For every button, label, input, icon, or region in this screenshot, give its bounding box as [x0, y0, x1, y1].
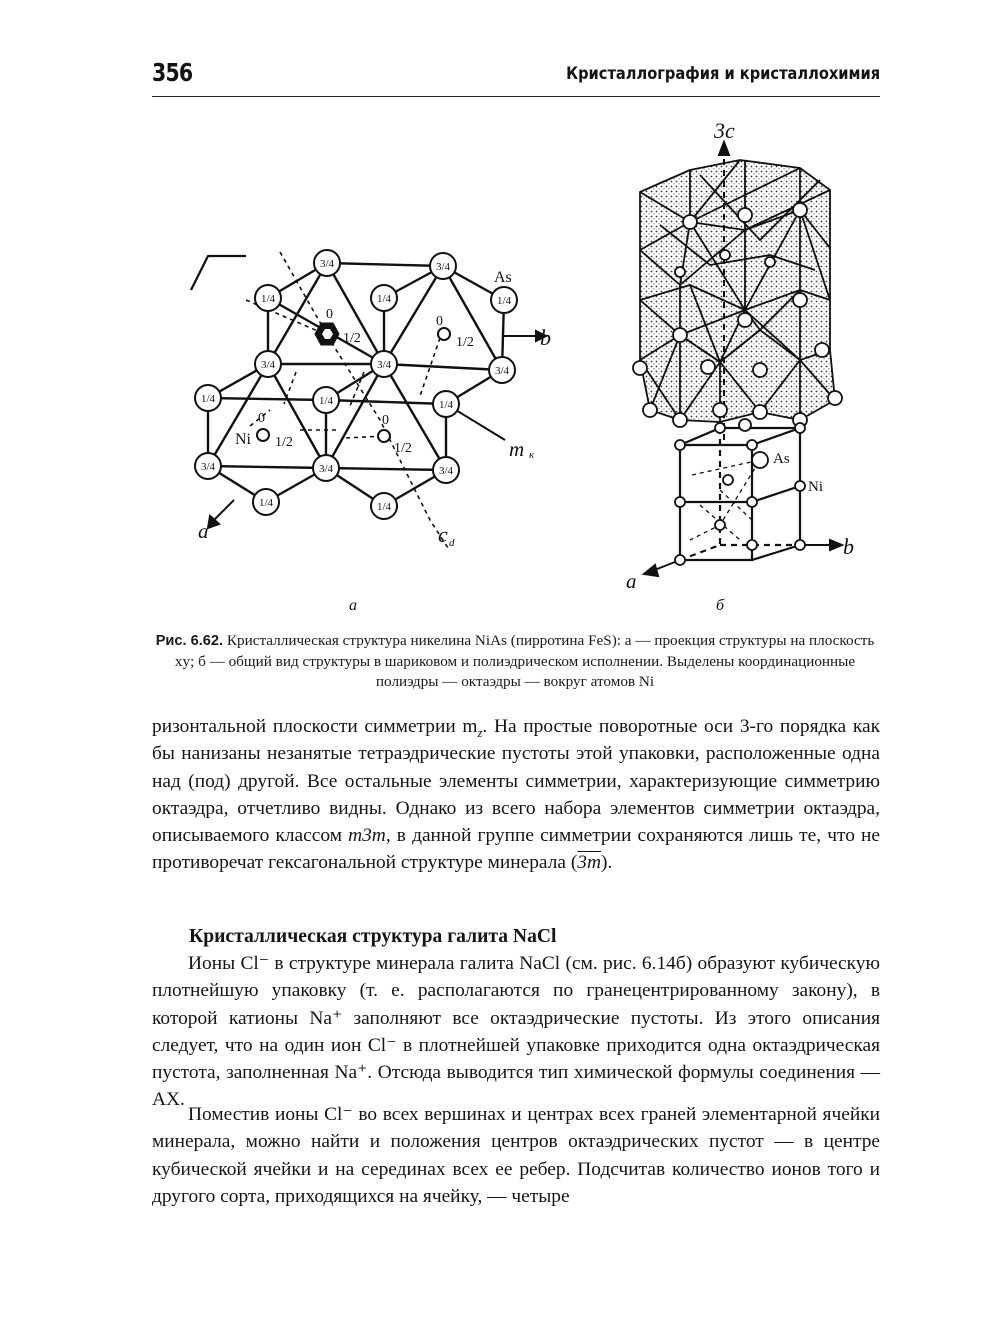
unit-cell — [680, 428, 800, 560]
right-as-label: As — [773, 451, 790, 467]
right-a-axis-label: a — [626, 569, 637, 593]
mk-label: m — [509, 437, 525, 461]
svg-text:d: d — [449, 537, 455, 549]
svg-text:1/4: 1/4 — [200, 393, 216, 405]
svg-text:1/4: 1/4 — [258, 497, 274, 509]
svg-text:0: 0 — [326, 307, 333, 322]
cd-label: c — [438, 522, 448, 547]
caption-text: Кристаллическая структура никелина NiAs (пирротина FeS): а — проекция структуры на плоскость xy; б — общий вид структуры в шариковом и полиэдрическом исполнении. Выделены координационные полиэдры — октаэдры — вокруг атомов Ni — [174, 632, 875, 690]
svg-text:1/4: 1/4 — [376, 501, 392, 513]
as-label: As — [494, 269, 512, 286]
svg-text:0: 0 — [258, 411, 265, 426]
running-title: Кристаллография и кристаллохимия — [565, 64, 880, 84]
svg-text:3/4: 3/4 — [260, 359, 276, 371]
svg-text:1/4: 1/4 — [438, 399, 454, 411]
svg-text:3/4: 3/4 — [494, 365, 510, 377]
svg-text:3/4: 3/4 — [200, 461, 216, 473]
a-axis-label: a — [198, 519, 209, 543]
svg-text:3/4: 3/4 — [438, 465, 454, 477]
right-b-axis-label: b — [843, 534, 854, 559]
svg-text:3/4: 3/4 — [318, 463, 334, 475]
projection-atoms — [195, 250, 517, 519]
svg-text:1/2: 1/2 — [456, 335, 474, 350]
svg-text:3/4: 3/4 — [435, 261, 451, 273]
svg-text:0: 0 — [436, 314, 443, 329]
section-heading: Кристаллическая структура галита NaCl — [189, 926, 557, 947]
subfigure-b-label: б — [716, 597, 725, 614]
svg-text:1/2: 1/2 — [343, 331, 361, 346]
figure-caption — [150, 631, 880, 693]
c-axis-label: 3c — [714, 118, 735, 143]
b-axis-label: b — [540, 325, 551, 350]
svg-text:0: 0 — [382, 413, 389, 428]
svg-text:1/2: 1/2 — [275, 435, 293, 450]
svg-text:1/4: 1/4 — [496, 295, 512, 307]
svg-text:3/4: 3/4 — [376, 359, 392, 371]
figure-nias-structure — [0, 0, 991, 630]
svg-text:1/4: 1/4 — [260, 293, 276, 305]
svg-text:1/4: 1/4 — [376, 293, 392, 305]
right-ni-label: Ni — [808, 479, 823, 495]
subfigure-a-label: а — [349, 597, 357, 614]
polyhedral-column — [640, 160, 835, 422]
paragraph-continued: ризонтальной плоскости симметрии $m_z$. На простые поворотные оси 3-го порядка как бы нанизаны незанятые тетраэдрические пустоты этой упаковки, расположенные одна над (под) другой. Все остальные элементы симметрии, характеризующие симметрию октаэдра, отчетливо видны. Однако из всего набора элементов симметрии октаэдра, описываемого классом m3m, в данной группе симметрии сохраняются лишь те, что не противоречат гексагональной структуре минерала (3m). — [152, 716, 880, 874]
page-number: 356 — [152, 58, 193, 87]
svg-text:1/2: 1/2 — [394, 441, 412, 456]
paragraph-unit-cell: Поместив ионы Cl⁻ во всех вершинах и центрах всех граней элементарной ячейки минерала, можно найти и положения центров октаэдрических пустот — в центре кубической ячейки и на серединах всех ее ребер. Подсчитав количество ионов того и другого сорта, приходящихся на ячейку, — четыре — [152, 1104, 880, 1207]
caption-label: Рис. 6.62. — [155, 633, 224, 649]
svg-text:к: к — [529, 449, 535, 461]
svg-text:1/4: 1/4 — [318, 395, 334, 407]
paragraph-halite-structure: Ионы Cl⁻ в структуре минерала галита NaCl (см. рис. 6.14б) образуют кубическую плотнейшую упаковку (т. е. располагаются по гранецентрированному закону), в которой катионы Na⁺ заполняют все октаэдрические пустоты. Из этого описания следует, что на один ион Cl⁻ в плотнейшей упаковке приходится одна октаэдрическая пустота, заполненная Na⁺. Отсюда выводится тип химической формулы соединения — AX. — [152, 953, 880, 1111]
ni-label: Ni — [235, 431, 251, 448]
svg-text:3/4: 3/4 — [319, 258, 335, 270]
